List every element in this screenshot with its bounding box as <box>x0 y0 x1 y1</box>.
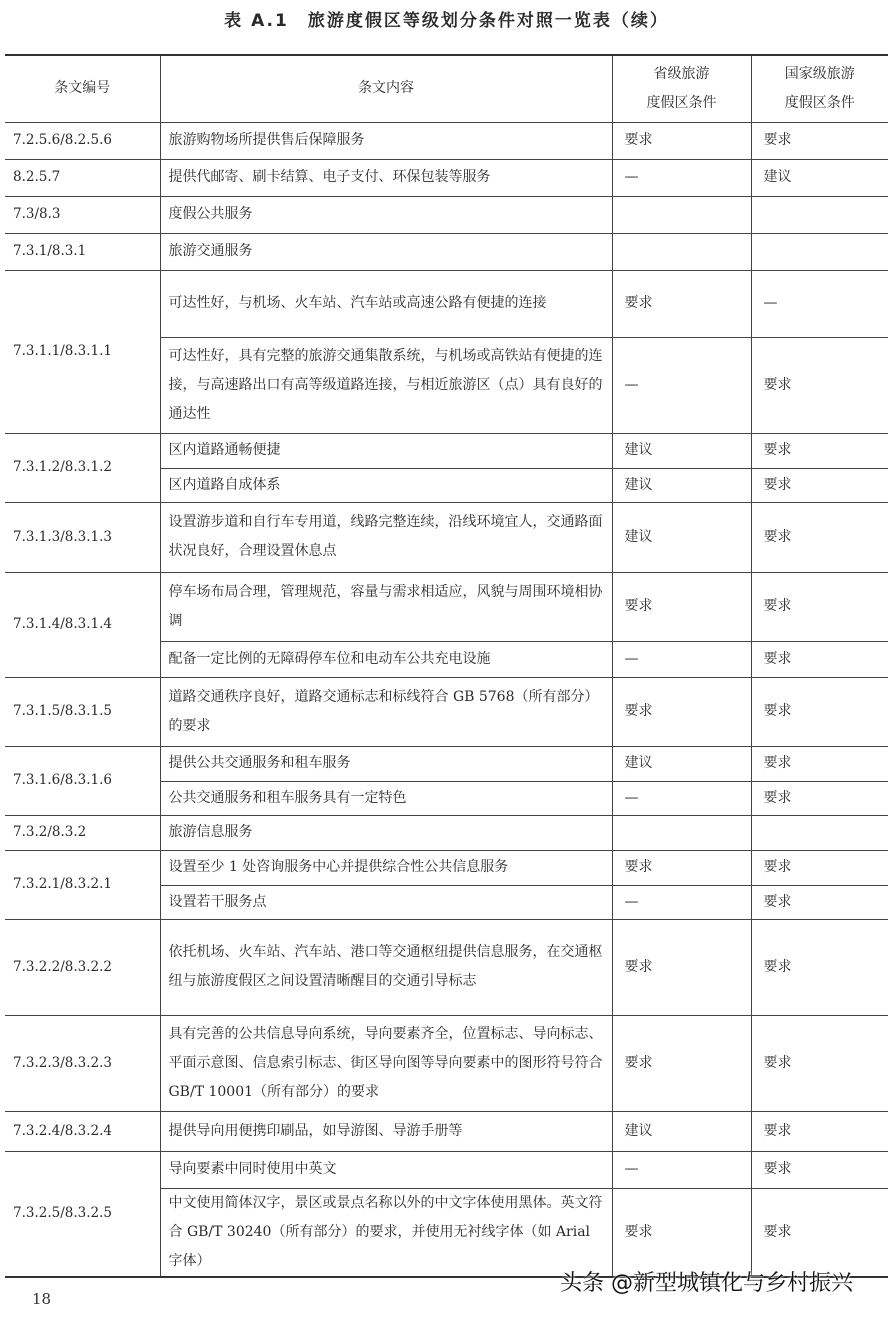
provincial-requirement: 建议 <box>612 502 751 572</box>
provincial-requirement <box>612 196 751 233</box>
table-row <box>5 502 888 572</box>
clause-content: 提供公共交通服务和租车服务 <box>160 746 612 781</box>
national-requirement <box>751 233 888 270</box>
provincial-requirement <box>612 233 751 270</box>
clause-content: 导向要素中同时使用中英文 <box>160 1151 612 1188</box>
clause-number: 7.3.2/8.3.2 <box>5 815 160 850</box>
table-row <box>5 1151 888 1188</box>
clause-content: 提供代邮寄、刷卡结算、电子支付、环保包装等服务 <box>160 159 612 196</box>
clause-content: 区内道路自成体系 <box>160 468 612 502</box>
clause-content: 道路交通秩序良好，道路交通标志和标线符合 GB 5768（所有部分）的要求 <box>160 677 612 746</box>
national-requirement: 要求 <box>751 1188 888 1277</box>
national-requirement: 要求 <box>751 572 888 641</box>
clause-content: 公共交通服务和租车服务具有一定特色 <box>160 781 612 815</box>
national-requirement: 要求 <box>751 468 888 502</box>
table-row <box>5 919 888 1015</box>
table-row <box>5 746 888 781</box>
clause-number: 8.2.5.7 <box>5 159 160 196</box>
table-row <box>5 850 888 885</box>
clause-number: 7.3.1.2/8.3.1.2 <box>5 433 160 502</box>
header-national-line1: 国家级旅游 <box>784 65 855 82</box>
clause-content: 设置若干服务点 <box>160 885 612 919</box>
national-requirement: 要求 <box>751 781 888 815</box>
clause-number: 7.3.1/8.3.1 <box>5 233 160 270</box>
provincial-requirement <box>612 815 751 850</box>
clause-number: 7.3.1.4/8.3.1.4 <box>5 572 160 677</box>
national-requirement: 要求 <box>751 1015 888 1111</box>
clause-content: 可达性好，与机场、火车站、汽车站或高速公路有便捷的连接 <box>160 270 612 337</box>
provincial-requirement: 要求 <box>612 677 751 746</box>
clause-number: 7.3.2.3/8.3.2.3 <box>5 1015 160 1111</box>
national-requirement: 要求 <box>751 122 888 159</box>
table-row <box>5 572 888 641</box>
national-requirement <box>751 196 888 233</box>
national-requirement: — <box>751 270 888 337</box>
table-row <box>5 159 888 196</box>
table-row <box>5 1015 888 1111</box>
clause-number: 7.3/8.3 <box>5 196 160 233</box>
table-row <box>5 433 888 468</box>
national-requirement: 要求 <box>751 337 888 433</box>
provincial-requirement: 建议 <box>612 433 751 468</box>
provincial-requirement: 要求 <box>612 919 751 1015</box>
clause-number: 7.3.1.5/8.3.1.5 <box>5 677 160 746</box>
clause-content: 停车场布局合理，管理规范，容量与需求相适应，风貌与周围环境相协调 <box>160 572 612 641</box>
table-row <box>5 122 888 159</box>
national-requirement: 要求 <box>751 502 888 572</box>
provincial-requirement: 要求 <box>612 1188 751 1277</box>
page-number: 18 <box>32 1290 52 1308</box>
clause-number: 7.3.2.1/8.3.2.1 <box>5 850 160 919</box>
table-row <box>5 270 888 337</box>
provincial-requirement: — <box>612 885 751 919</box>
provincial-requirement: 要求 <box>612 270 751 337</box>
watermark: 头条 @新型城镇化与乡村振兴 <box>560 1271 853 1296</box>
national-requirement: 要求 <box>751 677 888 746</box>
table-row <box>5 1111 888 1151</box>
national-requirement: 要求 <box>751 850 888 885</box>
table-row <box>5 677 888 746</box>
provincial-requirement: 要求 <box>612 572 751 641</box>
clause-number: 7.3.2.4/8.3.2.4 <box>5 1111 160 1151</box>
header-code: 条文编号 <box>5 55 160 122</box>
header-national <box>751 55 888 122</box>
clause-number: 7.3.2.2/8.3.2.2 <box>5 919 160 1015</box>
national-requirement: 要求 <box>751 641 888 677</box>
table-row <box>5 196 888 233</box>
clause-content: 度假公共服务 <box>160 196 612 233</box>
header-national-line2: 度假区条件 <box>784 94 855 111</box>
provincial-requirement: 要求 <box>612 1015 751 1111</box>
table-row <box>5 815 888 850</box>
clause-number: 7.3.1.3/8.3.1.3 <box>5 502 160 572</box>
provincial-requirement: — <box>612 337 751 433</box>
comparison-table <box>5 54 888 1278</box>
provincial-requirement: 建议 <box>612 468 751 502</box>
clause-content: 旅游交通服务 <box>160 233 612 270</box>
clause-number: 7.2.5.6/8.2.5.6 <box>5 122 160 159</box>
clause-content: 旅游信息服务 <box>160 815 612 850</box>
clause-content: 依托机场、火车站、汽车站、港口等交通枢纽提供信息服务，在交通枢纽与旅游度假区之间设置清晰醒目的交通引导标志 <box>160 919 612 1015</box>
clause-content: 区内道路通畅便捷 <box>160 433 612 468</box>
provincial-requirement: — <box>612 1151 751 1188</box>
table-title: 表 A.1 旅游度假区等级划分条件对照一览表（续） <box>224 11 669 31</box>
table-body <box>5 122 888 1277</box>
provincial-requirement: 建议 <box>612 1111 751 1151</box>
clause-content: 旅游购物场所提供售后保障服务 <box>160 122 612 159</box>
provincial-requirement: — <box>612 641 751 677</box>
provincial-requirement: 要求 <box>612 122 751 159</box>
clause-number: 7.3.2.5/8.3.2.5 <box>5 1151 160 1277</box>
clause-content: 设置至少 1 处咨询服务中心并提供综合性公共信息服务 <box>160 850 612 885</box>
clause-content: 提供导向用便携印刷品，如导游图、导游手册等 <box>160 1111 612 1151</box>
national-requirement: 要求 <box>751 1111 888 1151</box>
clause-content: 具有完善的公共信息导向系统，导向要素齐全，位置标志、导向标志、平面示意图、信息索引标志、街区导向图等导向要素中的图形符号符合 GB/T 10001（所有部分）的要求 <box>160 1015 612 1111</box>
national-requirement: 要求 <box>751 885 888 919</box>
provincial-requirement: — <box>612 781 751 815</box>
clause-content: 配备一定比例的无障碍停车位和电动车公共充电设施 <box>160 641 612 677</box>
table-row <box>5 233 888 270</box>
provincial-requirement: 建议 <box>612 746 751 781</box>
national-requirement: 要求 <box>751 1151 888 1188</box>
provincial-requirement: 要求 <box>612 850 751 885</box>
clause-number: 7.3.1.6/8.3.1.6 <box>5 746 160 815</box>
clause-content: 中文使用简体汉字，景区或景点名称以外的中文字体使用黑体。英文符合 GB/T 30240（所有部分）的要求，并使用无衬线字体（如 Arial 字体） <box>160 1188 612 1277</box>
header-provincial-line1: 省级旅游 <box>653 65 710 82</box>
national-requirement <box>751 815 888 850</box>
national-requirement: 要求 <box>751 919 888 1015</box>
header-provincial-line2: 度假区条件 <box>646 94 717 111</box>
clause-content: 可达性好，具有完整的旅游交通集散系统，与机场或高铁站有便捷的连接，与高速路出口有高等级道路连接，与相近旅游区（点）具有良好的通达性 <box>160 337 612 433</box>
national-requirement: 要求 <box>751 746 888 781</box>
national-requirement: 要求 <box>751 433 888 468</box>
national-requirement: 建议 <box>751 159 888 196</box>
header-content: 条文内容 <box>160 55 612 122</box>
header-provincial <box>612 55 751 122</box>
table-header-row <box>5 55 888 122</box>
clause-content: 设置游步道和自行车专用道，线路完整连续，沿线环境宜人，交通路面状况良好，合理设置休息点 <box>160 502 612 572</box>
clause-number: 7.3.1.1/8.3.1.1 <box>5 270 160 433</box>
provincial-requirement: — <box>612 159 751 196</box>
